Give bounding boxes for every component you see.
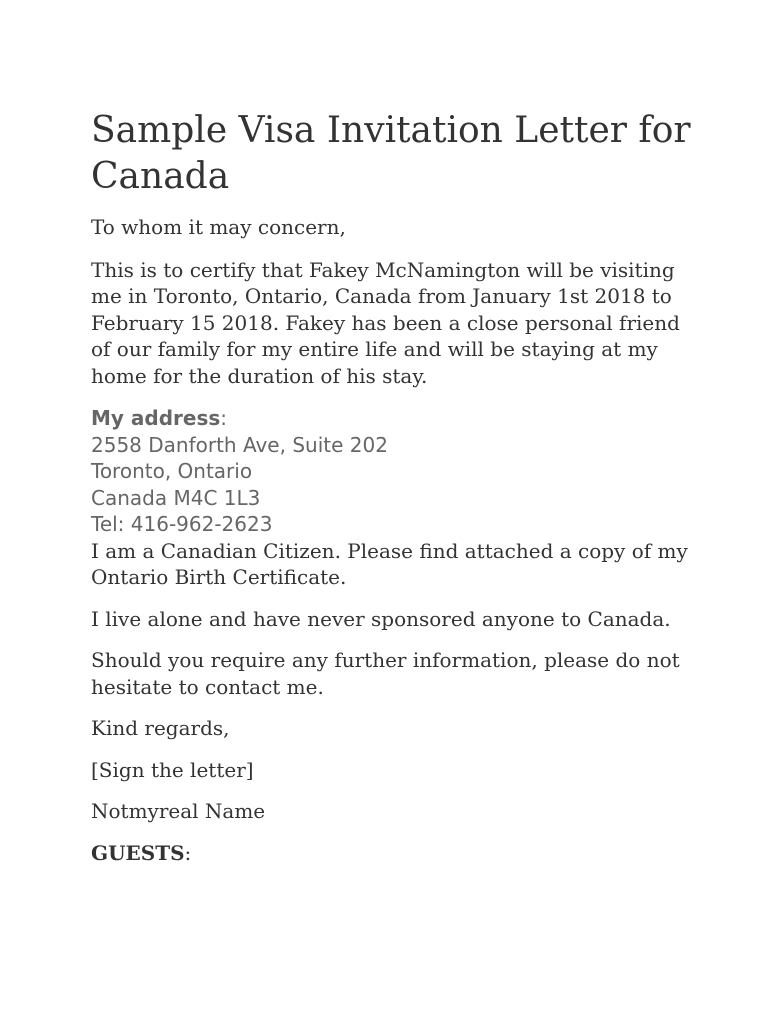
signature-placeholder: [Sign the letter] [91, 757, 254, 782]
citizen-paragraph: I am a Canadian Citizen. Please find attached a copy of my Ontario Birth Certificate. [91, 538, 688, 589]
address-heading [91, 405, 701, 432]
address-colon: : [220, 406, 228, 430]
salutation: To whom it may concern, [91, 215, 346, 239]
guests-heading [91, 840, 701, 867]
signer-name: Notmyreal Name [91, 799, 266, 823]
intro-paragraph: This is to certify that Fakey McNamington will be visiting me in Toronto, Ontario, Canada from January 1st 2018 to February 15 2018. Fakey has been a close personal friend of our family for my entire life and will be staying at my home for the duration of his stay. [91, 257, 680, 388]
contact-paragraph: Should you require any further information, please do not hesitate to contact me. [91, 648, 680, 699]
closing: Kind regards, [91, 716, 230, 740]
sponsor-paragraph: I live alone and have never sponsored anyone to Canada. [91, 606, 671, 631]
letter-document [91, 108, 701, 866]
address-city: Toronto, Ontario [91, 459, 253, 483]
address-street: 2558 Danforth Ave, Suite 202 [91, 432, 388, 457]
address-postal: Canada M4C 1L3 [91, 485, 261, 510]
guests-colon: : [184, 840, 192, 865]
guests-label: GUESTS [91, 840, 185, 865]
address-block [91, 405, 701, 538]
document-title: Sample Visa Invitation Letter for Canada [91, 110, 691, 197]
address-phone: Tel: 416-962-2623 [91, 512, 273, 536]
address-label: My address [91, 406, 221, 430]
